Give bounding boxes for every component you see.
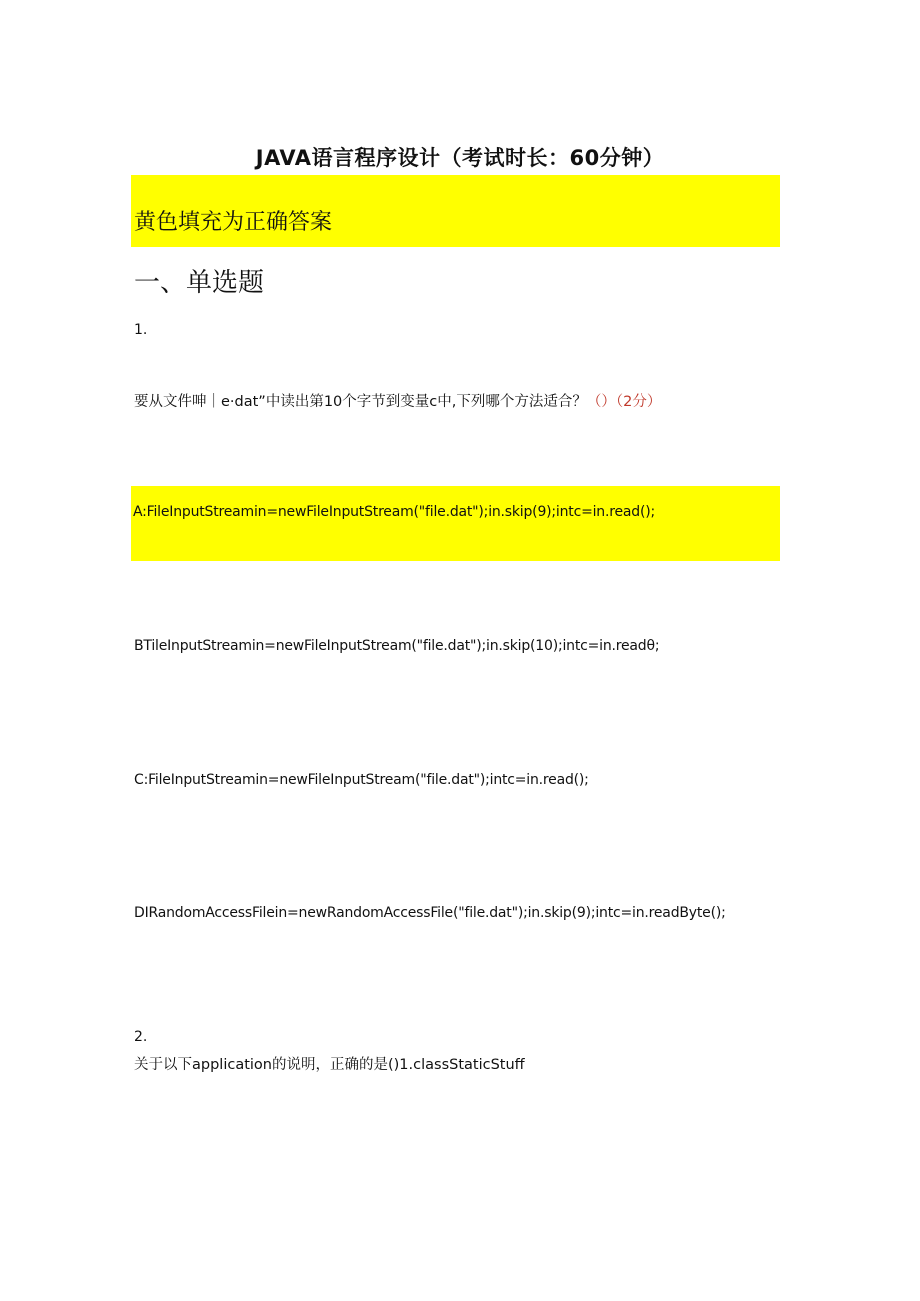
option-a-text: A:FileInputStreamin=newFileInputStream("file.dat");in.skip(9);intc=in.read(); bbox=[133, 504, 655, 520]
question-text bbox=[134, 390, 661, 411]
option-b[interactable]: BTileInputStreamin=newFileInputStream("file.dat");in.skip(10);intc=in.readθ; bbox=[134, 638, 660, 654]
question-number: 1. bbox=[134, 322, 148, 338]
question-text: 关于以下application的说明，正确的是()1.classStaticStuff bbox=[134, 1057, 525, 1073]
option-d[interactable]: DIRandomAccessFilein=newRandomAccessFile("file.dat");in.skip(9);intc=in.readByte(); bbox=[134, 905, 726, 921]
page-title: JAVA语言程序设计（考试时长：60分钟） bbox=[255, 146, 665, 170]
answer-key-banner bbox=[131, 175, 780, 247]
option-c[interactable]: C:FileInputStreamin=newFileInputStream("file.dat");intc=in.read(); bbox=[134, 772, 589, 788]
question-score: （）（2分） bbox=[586, 394, 662, 410]
option-a-correct[interactable] bbox=[131, 486, 780, 561]
question-stem: 要从文件呻｜e·dat”中读出第10个字节到变量c中,下列哪个方法适合？ bbox=[134, 394, 587, 410]
section-heading: 一、单选题 bbox=[134, 268, 265, 298]
question-number: 2. bbox=[134, 1029, 148, 1045]
answer-key-note: 黄色填充为正确答案 bbox=[134, 210, 333, 235]
